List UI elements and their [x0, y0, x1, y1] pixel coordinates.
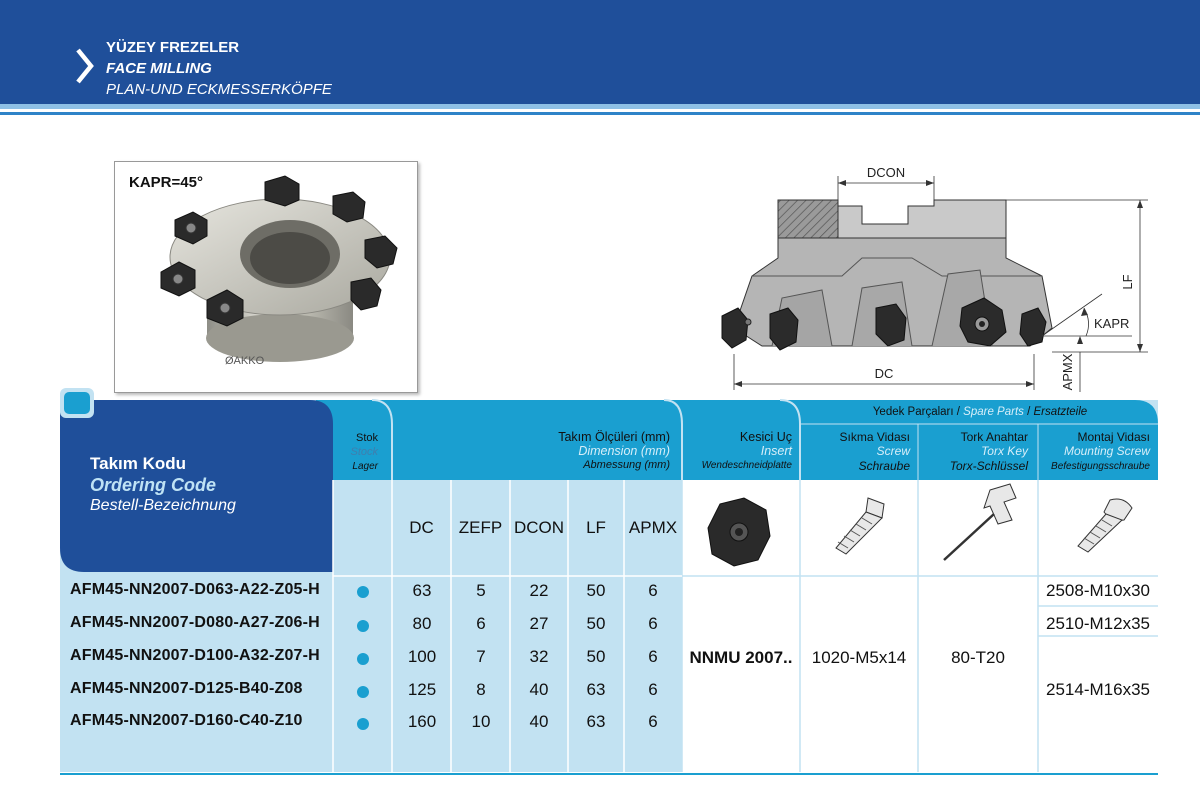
key-value: 80-T20 [951, 648, 1005, 667]
lf-value: 63 [586, 680, 606, 699]
dcon-value: 27 [529, 614, 549, 633]
mounting-screw-value: 2510-M12x35 [1046, 614, 1150, 633]
stock-header-de: Lager [352, 461, 378, 472]
spare-parts-header-en: Spare Parts [963, 406, 1024, 418]
dc-value: 63 [412, 581, 432, 600]
stock-dot-icon [357, 586, 369, 598]
dimension-header-tr: Takım Ölçüleri (mm) [558, 430, 670, 444]
header-title-tr: YÜZEY FREZELER [106, 39, 240, 56]
dimension-header-de: Abmessung (mm) [583, 459, 670, 471]
screw-header-tr: Sıkma Vidası [839, 430, 910, 444]
stock-header-tr: Stok [355, 432, 378, 444]
kapr-angle-label: KAPR=45° [129, 174, 203, 191]
insert-header-en: Insert [760, 444, 792, 458]
key-header-tr: Tork Anahtar [960, 430, 1028, 444]
mounting-header-en: Mounting Screw [1063, 444, 1150, 458]
col-header-lf: LF [586, 518, 606, 537]
stock-dot-icon [357, 686, 369, 698]
stock-dot-icon [357, 718, 369, 730]
ordering-code: AFM45-NN2007-D100-A32-Z07-H [70, 647, 320, 664]
apmx-value: 6 [648, 712, 658, 731]
spare-parts-header-sep1: / [953, 406, 964, 418]
svg-text:ØAKKO: ØAKKO [225, 355, 265, 367]
code-header-tr: Takım Kodu [90, 454, 187, 473]
header-title-en: FACE MILLING [106, 60, 212, 77]
screw-header-en: Screw [876, 444, 910, 458]
mounting-header-de: Befestigungsschraube [1051, 461, 1150, 472]
spare-parts-header-sep2: / [1023, 406, 1034, 418]
chevron-right-icon [74, 46, 96, 86]
apmx-value: 6 [648, 614, 658, 633]
apmx-label: APMX [1060, 353, 1075, 391]
col-header-zefp: ZEFP [458, 518, 503, 537]
header-title-de: PLAN-UND ECKMESSERKÖPFE [106, 81, 332, 98]
insert-header-tr: Kesici Uç [739, 430, 792, 444]
dimension-header-en: Dimension (mm) [578, 444, 670, 458]
code-header-de: Bestell-Bezeichnung [90, 497, 236, 514]
spare-parts-header [820, 406, 1140, 418]
zefp-value: 10 [471, 712, 491, 731]
lf-label: LF [1120, 274, 1135, 290]
lf-value: 50 [586, 647, 606, 666]
code-header-en: Ordering Code [90, 475, 217, 495]
mounting-screw-value: 2508-M10x30 [1046, 581, 1150, 600]
stock-dot-icon [357, 620, 369, 632]
dc-value: 125 [407, 680, 437, 699]
zefp-value: 8 [476, 680, 486, 699]
ordering-code: AFM45-NN2007-D080-A27-Z06-H [70, 614, 320, 631]
zefp-value: 6 [476, 614, 486, 633]
screw-value: 1020-M5x14 [811, 648, 907, 667]
insert-value: NNMU 2007.. [689, 648, 793, 667]
spare-parts-header-tr: Yedek Parçaları [872, 406, 954, 418]
lf-value: 50 [586, 614, 606, 633]
technical-drawing [712, 158, 1182, 398]
ordering-code: AFM45-NN2007-D063-A22-Z05-H [70, 581, 320, 598]
screw-header-de: Schraube [858, 459, 910, 473]
dcon-value: 40 [529, 712, 549, 731]
mounting-header-tr: Montaj Vidası [1077, 430, 1150, 444]
lf-value: 63 [586, 712, 606, 731]
col-header-apmx: APMX [628, 518, 678, 537]
ordering-code: AFM45-NN2007-D160-C40-Z10 [70, 712, 303, 729]
kapr-label: KAPR [1094, 316, 1130, 331]
lf-value: 50 [586, 581, 606, 600]
ordering-code: AFM45-NN2007-D125-B40-Z08 [70, 680, 303, 697]
dcon-value: 40 [529, 680, 549, 699]
apmx-value: 6 [648, 680, 658, 699]
insert-header-de: Wendeschneidplatte [701, 460, 792, 471]
dcon-value: 22 [529, 581, 549, 600]
key-header-en: Torx Key [981, 444, 1028, 458]
stock-dot-icon [357, 653, 369, 665]
dcon-value: 32 [529, 647, 549, 666]
apmx-value: 6 [648, 647, 658, 666]
product-photo [114, 161, 418, 393]
face-mill-illustration [115, 162, 417, 392]
col-header-dc: DC [409, 518, 434, 537]
spare-parts-header-de: Ersatzteile [1033, 406, 1088, 418]
header-rule-light [0, 104, 1200, 109]
apmx-value: 6 [648, 581, 658, 600]
zefp-value: 5 [476, 581, 486, 600]
key-header-de: Torx-Schlüssel [949, 459, 1028, 473]
mounting-screw-value: 2514-M16x35 [1046, 680, 1150, 699]
dc-value: 160 [407, 712, 437, 731]
dc-value: 80 [412, 614, 432, 633]
header-rule-dark [0, 112, 1200, 115]
stock-header-en: Stock [350, 446, 378, 458]
dc-label: DC [874, 366, 894, 381]
col-header-dcon: DCON [513, 518, 565, 537]
dc-value: 100 [407, 647, 437, 666]
dcon-label: DCON [866, 165, 906, 180]
zefp-value: 7 [476, 647, 486, 666]
